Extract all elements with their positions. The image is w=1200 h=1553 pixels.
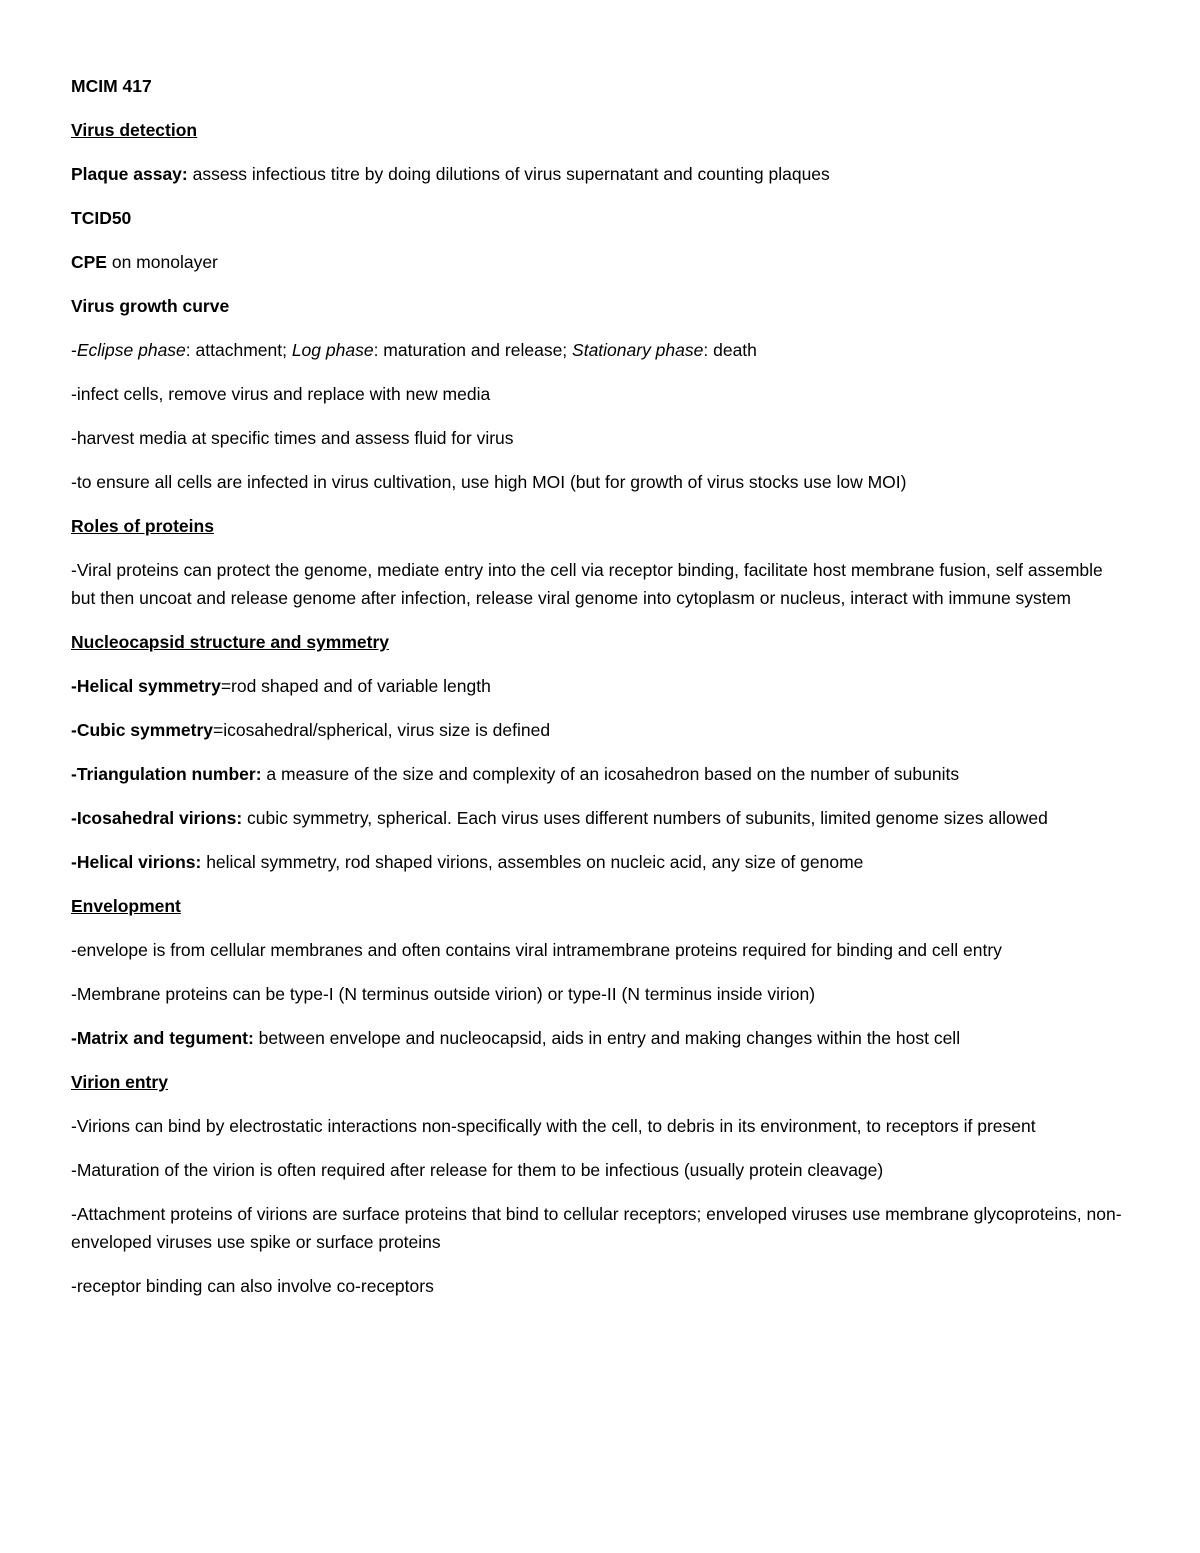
- heading-virion-entry: Virion entry: [71, 1072, 168, 1092]
- heading-growth-curve: Virus growth curve: [71, 296, 230, 316]
- heading-nucleocapsid: Nucleocapsid structure and symmetry: [71, 632, 390, 652]
- matrix-label: -Matrix and tegument:: [71, 1028, 254, 1048]
- envelopment-line: -Membrane proteins can be type-I (N terminus outside virion) or type-II (N terminus inside virion): [71, 984, 816, 1004]
- growth-curve-line: -harvest media at specific times and assess fluid for virus: [71, 428, 514, 448]
- heading-roles-of-proteins: Roles of proteins: [71, 516, 214, 536]
- log-phase-text: : maturation and release;: [373, 340, 573, 360]
- growth-curve-line: -infect cells, remove virus and replace with new media: [71, 384, 491, 404]
- cpe-paragraph: [71, 248, 1131, 276]
- document-page: [71, 72, 1131, 1316]
- entry-line: -receptor binding can also involve co-receptors: [71, 1276, 434, 1296]
- nucleocapsid-item-text: =icosahedral/spherical, virus size is defined: [213, 720, 551, 740]
- eclipse-phase-label: Eclipse phase: [76, 340, 186, 360]
- plaque-assay-label: Plaque assay:: [71, 164, 188, 184]
- tcid50-line: TCID50: [71, 208, 132, 228]
- nucleocapsid-item: [71, 716, 1131, 744]
- phases-paragraph: [71, 336, 1131, 364]
- entry-line: -Virions can bind by electrostatic interactions non-specifically with the cell, to debris in its environment, to receptors if present: [71, 1116, 1036, 1136]
- entry-line: -Maturation of the virion is often required after release for them to be infectious (usually protein cleavage): [71, 1160, 884, 1180]
- heading-virus-detection: Virus detection: [71, 120, 198, 140]
- plaque-assay-text: assess infectious titre by doing dilutions of virus supernatant and counting plaques: [187, 164, 830, 184]
- log-phase-label: Log phase: [291, 340, 374, 360]
- cpe-text: on monolayer: [106, 252, 218, 272]
- plaque-assay-paragraph: [71, 160, 1131, 188]
- cpe-label: CPE: [71, 252, 107, 272]
- stationary-phase-text: : death: [703, 340, 757, 360]
- heading-envelopment: Envelopment: [71, 896, 181, 916]
- nucleocapsid-item: [71, 848, 1131, 876]
- nucleocapsid-item: [71, 672, 1131, 700]
- course-title: MCIM 417: [71, 76, 152, 96]
- nucleocapsid-item: [71, 804, 1131, 832]
- matrix-paragraph: [71, 1024, 1131, 1052]
- matrix-text: between envelope and nucleocapsid, aids in entry and making changes within the host cell: [253, 1028, 961, 1048]
- envelopment-line: -envelope is from cellular membranes and often contains viral intramembrane proteins required for binding and cell entry: [71, 940, 1002, 960]
- eclipse-phase-text: : attachment;: [185, 340, 292, 360]
- nucleocapsid-item-label: -Helical virions:: [71, 852, 202, 872]
- nucleocapsid-item-text: cubic symmetry, spherical. Each virus uses different numbers of subunits, limited genome sizes allowed: [242, 808, 1048, 828]
- nucleocapsid-item-label: -Cubic symmetry: [71, 720, 213, 740]
- roles-paragraph: -Viral proteins can protect the genome, mediate entry into the cell via receptor binding, facilitate host membrane fusion, self assemble but then uncoat and release genome after infection, release viral genome into cytoplasm or nucleus, interact with immune system: [71, 560, 1103, 608]
- entry-line: -Attachment proteins of virions are surface proteins that bind to cellular receptors; enveloped viruses use membrane glycoproteins, non-enveloped viruses use spike or surface proteins: [71, 1204, 1122, 1252]
- growth-curve-line: -to ensure all cells are infected in virus cultivation, use high MOI (but for growth of virus stocks use low MOI): [71, 472, 907, 492]
- stationary-phase-label: Stationary phase: [572, 340, 704, 360]
- nucleocapsid-item-label: -Icosahedral virions:: [71, 808, 243, 828]
- nucleocapsid-item-text: =rod shaped and of variable length: [220, 676, 491, 696]
- phases-dash: -: [71, 340, 77, 360]
- nucleocapsid-item-text: a measure of the size and complexity of an icosahedron based on the number of subunits: [261, 764, 960, 784]
- nucleocapsid-item: [71, 760, 1131, 788]
- nucleocapsid-item-text: helical symmetry, rod shaped virions, assembles on nucleic acid, any size of genome: [201, 852, 864, 872]
- nucleocapsid-item-label: -Triangulation number:: [71, 764, 262, 784]
- nucleocapsid-item-label: -Helical symmetry: [71, 676, 221, 696]
